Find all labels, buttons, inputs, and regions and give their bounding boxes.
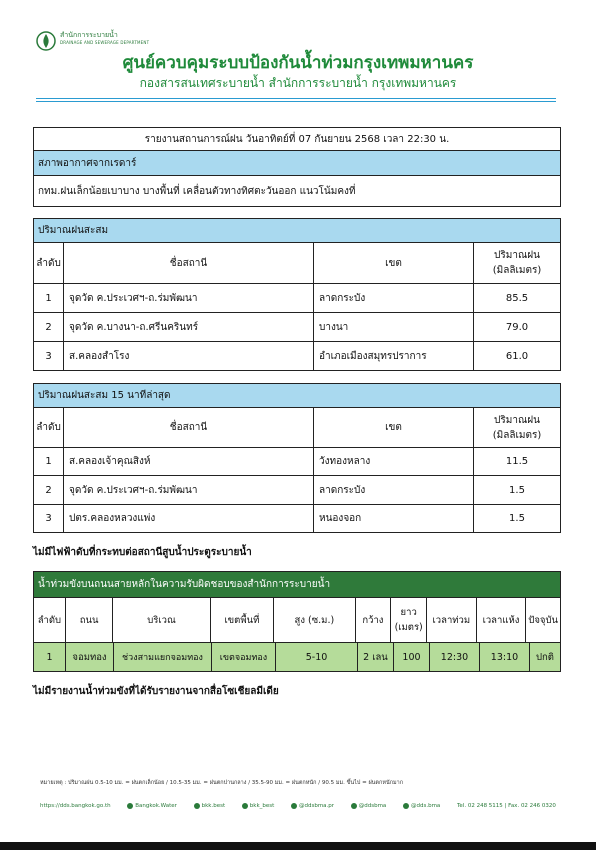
cell-status: ปกติ [536,651,554,663]
rain-15min-table [33,383,561,533]
cell-value: 85.5 [505,292,529,304]
header-divider [36,101,556,102]
col-header-value-line1: ปริมาณฝน [494,414,540,426]
org-name-en: DRAINAGE AND SEWERAGE DEPARTMENT [60,40,150,45]
cell-value: 1.5 [509,484,525,496]
flood-table [33,571,561,672]
cell-no: 1 [34,448,64,475]
threads-link[interactable] [291,803,334,809]
report-header [0,0,596,112]
col-header-value [474,243,560,283]
facebook-link[interactable] [127,803,177,809]
cell-district: ลาดกระบัง [314,476,474,504]
weather-box [33,127,561,207]
tiktok-icon [403,803,409,809]
x-label: bkk_best [249,803,275,809]
rain-15min-label: ปริมาณฝนสะสม 15 นาทีล่าสุด [34,384,560,408]
table-header-row [34,408,560,448]
rain-legend-remark: หมายเหตุ : ปริมาณฝน 0.5-10 มม. = ฝนตกเล็กน้อย / 10.5-35 มม. = ฝนตกปานกลาง / 35.5-90 มม. = ฝนตกหนัก / 90.5 มม. ขึ้นไป = ฝนตกหนักมาก [40,780,404,786]
report-title: รายงานสถานการณ์ฝน วันอาทิตย์ที่ 07 กันยายน 2568 เวลา 22:30 น. [34,128,560,151]
cell-station: ส.คลองสำโรง [64,342,314,370]
col-header-length [391,598,427,642]
col-header-status: ปัจจุบัน [528,614,558,626]
col-header-height: สูง (ซ.ม.) [274,598,355,642]
cell-dry-time: 13:10 [480,643,530,671]
phone-fax: Tel. 02 248 5115 | Fax. 02 246 0320 [456,803,556,809]
facebook-icon [127,803,133,809]
col-header-value [474,408,560,447]
line-link[interactable] [194,803,226,809]
page-title: ศูนย์ควบคุมระบบป้องกันน้ำท่วมกรุงเทพมหานคร [122,53,474,73]
facebook-label: Bangkok.Water [135,803,177,809]
col-header-value-line2: (มิลลิเมตร) [492,265,542,276]
cell-district: บางนา [314,313,474,341]
cell-height: 5-10 [276,643,358,671]
page-subtitle: กองสารสนเทศระบายน้ำ สำนักการระบายน้ำ กรุงเทพมหานคร [139,76,457,90]
social-media-note: ไม่มีรายงานน้ำท่วมขังที่ได้รับรายงานจากสื่อโซเชียลมีเดีย [33,686,279,697]
cell-road: จอมทอง [66,643,114,671]
col-header-length-line1: ยาว [400,607,417,618]
cell-station: จุดวัด ค.บางนา-ถ.ศรีนครินทร์ [64,313,314,341]
cell-district: หนองจอก [314,505,474,532]
col-header-district: เขต [314,243,474,283]
table-header-row [34,598,560,643]
cell-width: 2 เลน [358,643,394,671]
instagram-icon [351,803,357,809]
cell-flood-time: 12:30 [430,643,480,671]
bottom-bar [0,842,596,850]
cell-station: ปตร.คลองหลวงแพ่ง [64,505,314,532]
cell-value: 1.5 [509,513,525,524]
line-label: bkk.best [201,803,226,809]
flood-section-label: น้ำท่วมขังบนถนนสายหลักในความรับผิดชอบของสำนักการระบายน้ำ [34,572,560,598]
cell-value: 11.5 [505,456,529,467]
col-header-width: กว้าง [356,598,392,642]
table-row [34,342,560,370]
table-row [34,476,560,505]
weather-section-label: สภาพอากาศจากเรดาร์ [34,151,560,176]
col-header-station: ชื่อสถานี [64,243,314,283]
col-header-district: เขต [314,408,474,447]
cell-district: ลาดกระบัง [314,284,474,312]
col-header-area: บริเวณ [113,598,210,642]
col-header-no: ลำดับ [34,598,66,642]
col-header-flood-time: เวลาท่วม [427,598,477,642]
instagram-label: @ddsbma [358,803,387,809]
cell-length: 100 [394,643,430,671]
table-header-row [34,243,560,284]
cell-station: ส.คลองเจ้าคุณสิงห์ [64,448,314,475]
cell-no: 1 [34,284,64,312]
cell-no: 3 [34,505,64,532]
col-header-dry-time: เวลาแห้ง [477,598,527,642]
col-header-district: เขตพื้นที่ [211,598,275,642]
org-name-th: สำนักการระบายน้ำ [60,31,118,39]
cell-value: 79.0 [505,321,529,333]
rain-total-label: ปริมาณฝนสะสม [34,219,560,243]
table-row [34,313,560,342]
weather-text: กทม.ฝนเล็กน้อยเบาบาง บางพื้นที่ เคลื่อนตัวทางทิศตะวันออก แนวโน้มคงที่ [38,185,356,197]
threads-icon [291,803,297,809]
table-row [34,505,560,532]
tiktok-label: @dds.bma [410,803,441,809]
col-header-road: ถนน [66,598,114,642]
tiktok-link[interactable] [403,803,440,809]
threads-label: @ddsbma.pr [298,803,335,809]
table-row [34,448,560,476]
x-icon [242,803,248,809]
col-header-station: ชื่อสถานี [64,408,314,447]
cell-no: 1 [34,643,66,671]
contact-footer [40,800,556,812]
cell-district: วังทองหลาง [314,448,474,475]
header-divider [36,98,556,99]
line-icon [194,803,200,809]
cell-district: อำเภอเมืองสมุทรปราการ [314,342,474,370]
col-header-no: ลำดับ [34,243,64,283]
table-row [34,643,560,671]
cell-value: 61.0 [505,350,529,362]
rain-total-table [33,218,561,371]
cell-no: 2 [34,313,64,341]
cell-station: จุดวัด ค.ประเวศฯ-ถ.ร่มพัฒนา [64,284,314,312]
table-row [34,284,560,313]
col-header-no: ลำดับ [34,408,64,447]
x-link[interactable] [242,803,275,809]
col-header-value-line1: ปริมาณฝน [494,250,540,261]
cell-area: ช่วงสามแยกจอมทอง [114,643,212,671]
cell-no: 3 [34,342,64,370]
cell-district: เขตจอมทอง [212,643,276,671]
cell-no: 2 [34,476,64,504]
col-header-value-line2: (มิลลิเมตร) [492,429,542,441]
cell-station: จุดวัด ค.ประเวศฯ-ถ.ร่มพัฒนา [64,476,314,504]
instagram-link[interactable] [351,803,387,809]
power-outage-note: ไม่มีไฟฟ้าดับที่กระทบต่อสถานีสูบน้ำประตูระบายน้ำ [33,547,252,558]
col-header-length-line2: (เมตร) [394,622,423,633]
website-link[interactable]: https://dds.bangkok.go.th [40,803,111,809]
